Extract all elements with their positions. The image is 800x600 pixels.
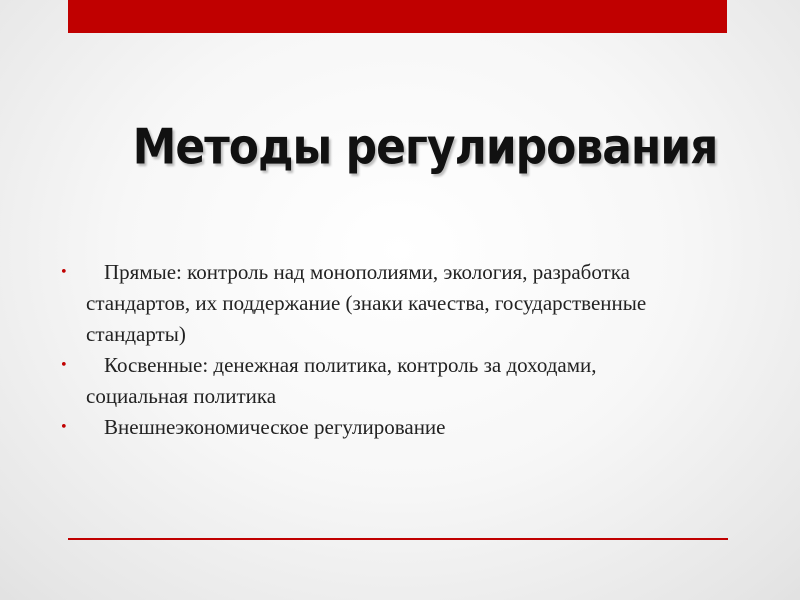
bottom-divider [68,538,728,540]
bullet-icon: • [60,358,68,373]
bullet-icon: • [60,420,68,435]
bullet-list [60,257,660,443]
top-accent-bar [68,0,727,33]
bullet-icon: • [60,265,68,280]
bullet-text: Косвенные: денежная политика, контроль за доходами, социальная политика [86,353,597,408]
bullet-item [60,412,660,443]
bullet-item [60,257,660,350]
bullet-item [60,350,660,412]
slide-title: Методы регулирования [132,118,718,176]
bullet-text: Прямые: контроль над монополиями, экология, разработка стандартов, их поддержание (знаки качества, государственные стандарты) [86,260,647,346]
bullet-text: Внешнеэкономическое регулирование [104,415,446,439]
